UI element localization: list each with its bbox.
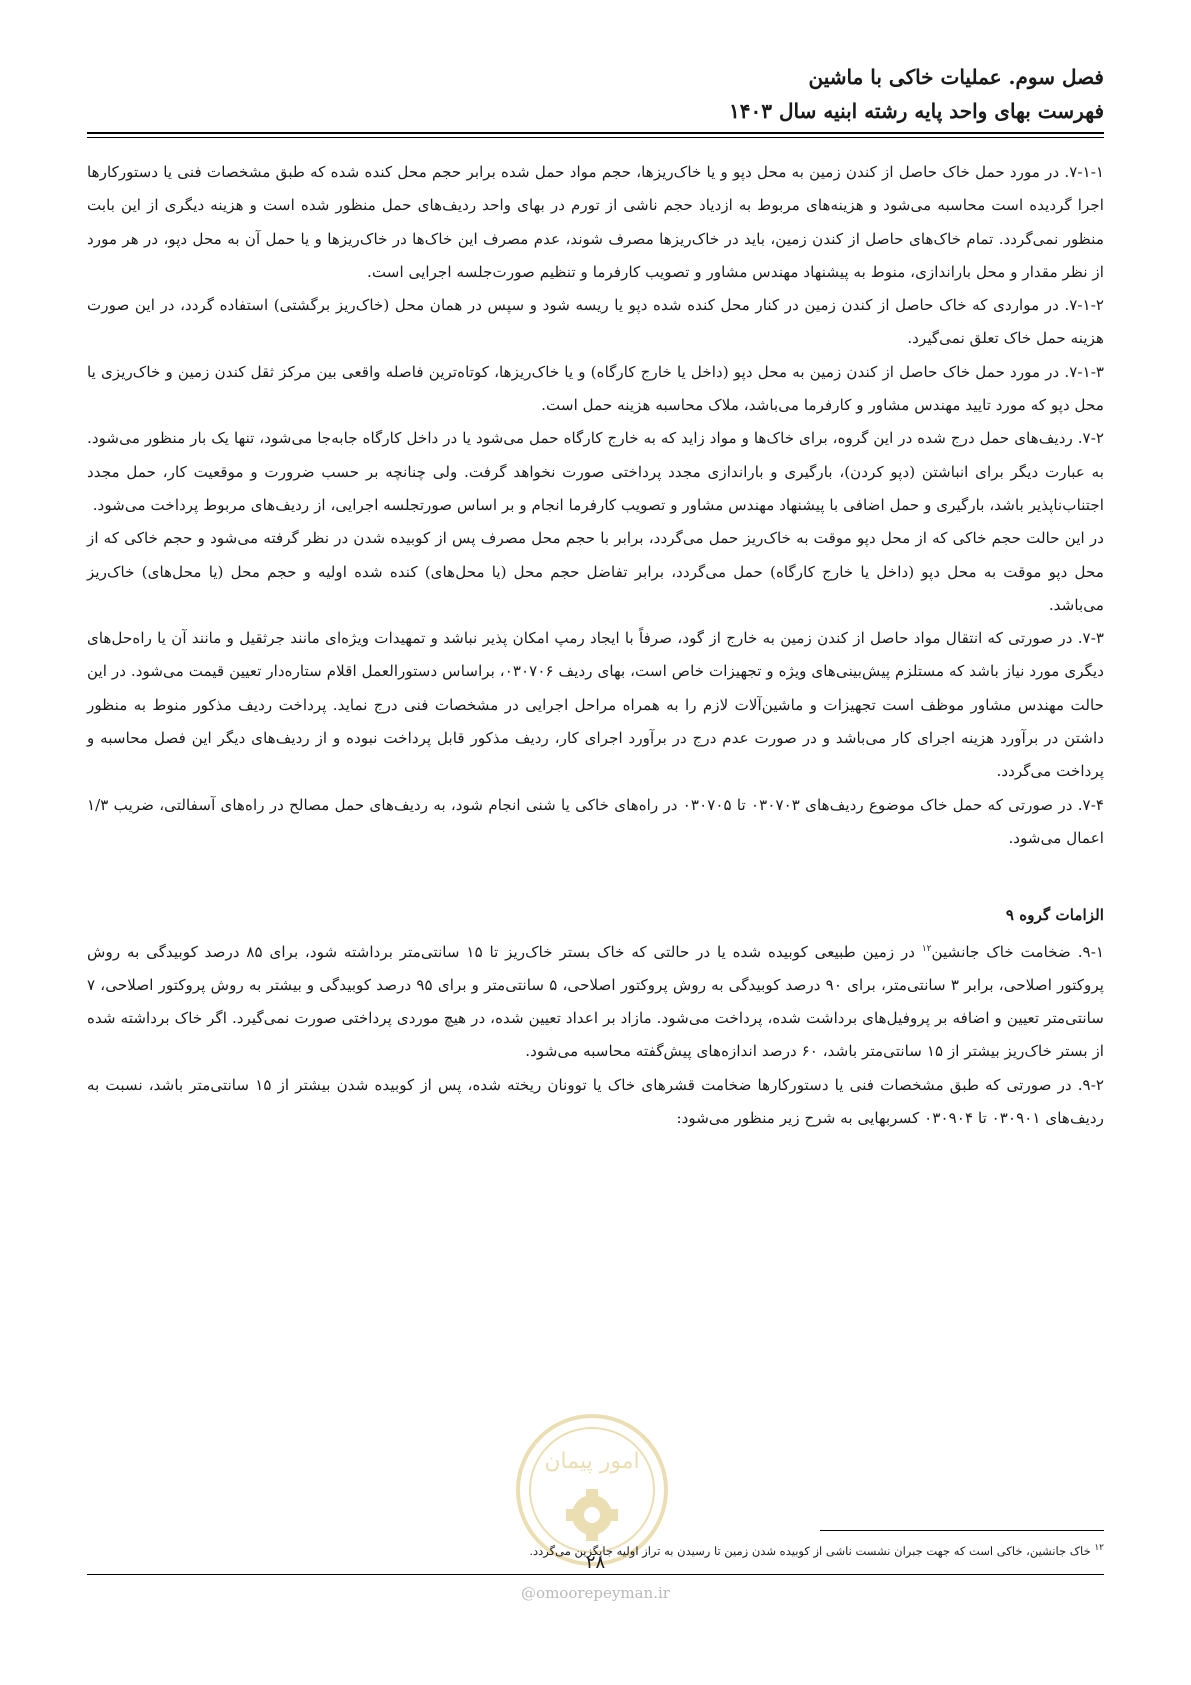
footnote-number: ۱۲ (1094, 1543, 1104, 1553)
paragraph-7-4: ۷-۴. در صورتی که حمل خاک موضوع ردیف‌های ۰۳۰۷۰۳ تا ۰۳۰۷۰۵ در راه‌های خاکی یا شنی انجام شود، به ردیف‌های حمل مصالح در راه‌های آسفالتی، ضریب ۱/۳ اعمال می‌شود. (87, 795, 1104, 847)
paragraph-7-1-2: ۷-۱-۲. در مواردی که خاک حاصل از کندن زمین در کنار محل کنده شده دپو یا ریسه شود و سپس در همان محل (خاک‌ریز برگشتی) استفاده گردد، در این صورت هزینه حمل خاک تعلق نمی‌گیرد. (87, 296, 1104, 348)
paragraph-9-1 (87, 933, 1104, 1069)
paragraph-9-2: ۹-۲. در صورتی که طبق مشخصات فنی یا دستورکارها ضخامت قشرهای خاک یا توونان ریخته شده، پس از کوبیده شدن بیشتر از ۱۵ سانتی‌متر باشد، نسبت به ردیف‌های ۰۳۰۹۰۱ تا ۰۳۰۹۰۴ کسربهایی به شرح زیر منظور می‌شود: (87, 1075, 1104, 1128)
paragraph-9-1-start: ۹-۱. ضخامت خاک جانشین (931, 942, 1104, 961)
paragraph-7-3: ۷-۳. در صورتی که انتقال مواد حاصل از کندن زمین به خارج از گود، صرفاً با ایجاد رمپ امکان پذیر نباشد و تمهیدات ویژه‌ای مانند جرثقیل و مانند آن یا راه‌حل‌های دیگری مورد نیاز باشد که مستلزم پیش‌بینی‌های ویژه و تجهیزات خاص است، بهای ردیف ۰۳۰۷۰۶، براساس دستورالعمل اقلام ستاره‌دار تعیین قیمت می‌شود. در این حالت مهندس مشاور موظف است تجهیزات و ماشین‌آلات لازم را به همراه مراحل اجرایی در مشخصات فنی درج نماید. پرداخت ردیف مذکور منوط به منظور داشتن در برآورد هزینه اجرای کار می‌باشد و در صورت عدم درج در برآورد اجرای کار، ردیف مذکور قابل پرداخت نبوده و از ردیف‌های دیگر این فصل محاسبه و پرداخت می‌گردد. (87, 629, 1104, 781)
paragraph-7-1-3: ۷-۱-۳. در مورد حمل خاک حاصل از کندن زمین به محل دپو (داخل یا خارج کارگاه) و یا خاک‌ریزها، کوتاه‌ترین فاصله واقعی بین مرکز ثقل کندن زمین و خاک‌ریزی یا محل دپو که مورد تایید مهندس مشاور و کارفرما می‌باشد، ملاک محاسبه هزینه حمل است. (87, 362, 1104, 415)
paragraph-7-1-1: ۷-۱-۱. در مورد حمل خاک حاصل از کندن زمین به محل دپو و یا خاک‌ریزها، حجم مواد حمل شده برابر حجم محل کنده شده که طبق مشخصات فنی یا دستورکارها اجرا گردیده است محاسبه می‌شود و هزینه‌های مربوط به ازدیاد حجم ناشی از تورم در بهای واحد ردیف‌های حمل منظور شده است و هزینه دیگری از این بابت منظور نمی‌گردد. تمام خاک‌های حاصل از کندن زمین، باید در خاک‌ریزها مصرف شوند، عدم مصرف این خاک‌ها در خاک‌ریزها و یا حمل آن به محل دپو، در هر مورد از نظر مقدار و محل باراندازی، منوط به پیشنهاد مهندس مشاور و تصویب کارفرما و تنظیم صورت‌جلسه اجرایی است. (87, 163, 1104, 281)
footnote-reference: ۱۲ (921, 943, 932, 954)
page-header (87, 60, 1104, 128)
paragraph-7-2: ۷-۲. ردیف‌های حمل درج شده در این گروه، برای خاک‌ها و مواد زاید که به خارج کارگاه حمل می‌شود یا در داخل کارگاه جابه‌جا می‌شود، تنها یک بار منظور می‌شود. به عبارت دیگر برای انباشتن (دپو کردن)، بارگیری و باراندازی مجدد پرداختی صورت نخواهد گرفت. ولی چنانچه بر حسب ضرورت و موقعیت کار، حمل مجدد اجتناب‌ناپذیر باشد، بارگیری و حمل اضافی با پیشنهاد مهندس مشاور و تصویب کارفرما انجام و بر اساس صورتجلسه اجرایی، از ردیف‌های مربوط پرداخت می‌شود. (87, 429, 1104, 514)
header-rule-thick (87, 132, 1104, 134)
paragraph-7-2-continued: در این حالت حجم خاکی که از محل دپو موقت به خاک‌ریز حمل می‌گردد، برابر با حجم محل مصرف پس از کوبیده شدن در نظر گرفته می‌شود و حجم خاکی که از محل دپو موقت به محل دپو (داخل یا خارج کارگاه) حمل می‌گردد، برابر تفاضل حجم محل (یا محل‌های) کنده شده اولیه و حجم محل (یا محل‌های) خاک‌ریز می‌باشد. (87, 529, 1104, 614)
section-heading: الزامات گروه ۹ (1005, 906, 1104, 925)
section-spacer (87, 855, 1104, 899)
footer-rule (87, 1574, 1104, 1575)
page-number: ۲۸ (585, 1552, 606, 1573)
watermark-site: @omoorepeyman.ir (521, 1584, 670, 1602)
price-list-title: فهرست بهای واحد پایه رشته ابنیه سال ۱۴۰۳ (729, 99, 1104, 123)
watermark-logo-text: امور پیمان (544, 1449, 640, 1474)
footnote-text: خاک جانشین، خاکی است که جهت جبران نشست ناشی از کوبیده شدن زمین تا رسیدن به تراز اولیه جایگزین می‌گردد. (529, 1543, 1095, 1558)
header-rule-thin (87, 137, 1104, 138)
paragraph-9-1-rest: در زمین طبیعی کوبیده شده یا در حالتی که خاک بستر خاک‌ریز تا ۱۵ سانتی‌متر برداشته شود، برای ۸۵ درصد کوبیدگی به روش پروکتور اصلاحی، برابر ۳ سانتی‌متر، برای ۹۰ درصد کوبیدگی به روش پروکتور اصلاحی، ۵ سانتی‌متر و برای ۹۵ درصد کوبیدگی و بیشتر به روش پروکتور اصلاحی، ۷ سانتی‌متر تعیین و اضافه بر پروفیل‌های برداشت شده، پرداخت می‌شود. مازاد بر اعداد تعیین شده، در هیچ موردی پرداختی صورت نمی‌گیرد. اگر خاک برداشته شده از بستر خاک‌ریز بیشتر از ۱۵ سانتی‌متر باشد، ۶۰ درصد اندازه‌های پیش‌گفته محاسبه می‌شود. (87, 942, 1104, 1061)
footnote-separator (820, 1530, 1104, 1531)
body-text (87, 156, 1104, 1135)
chapter-title: فصل سوم. عملیات خاکی با ماشین (808, 65, 1104, 89)
